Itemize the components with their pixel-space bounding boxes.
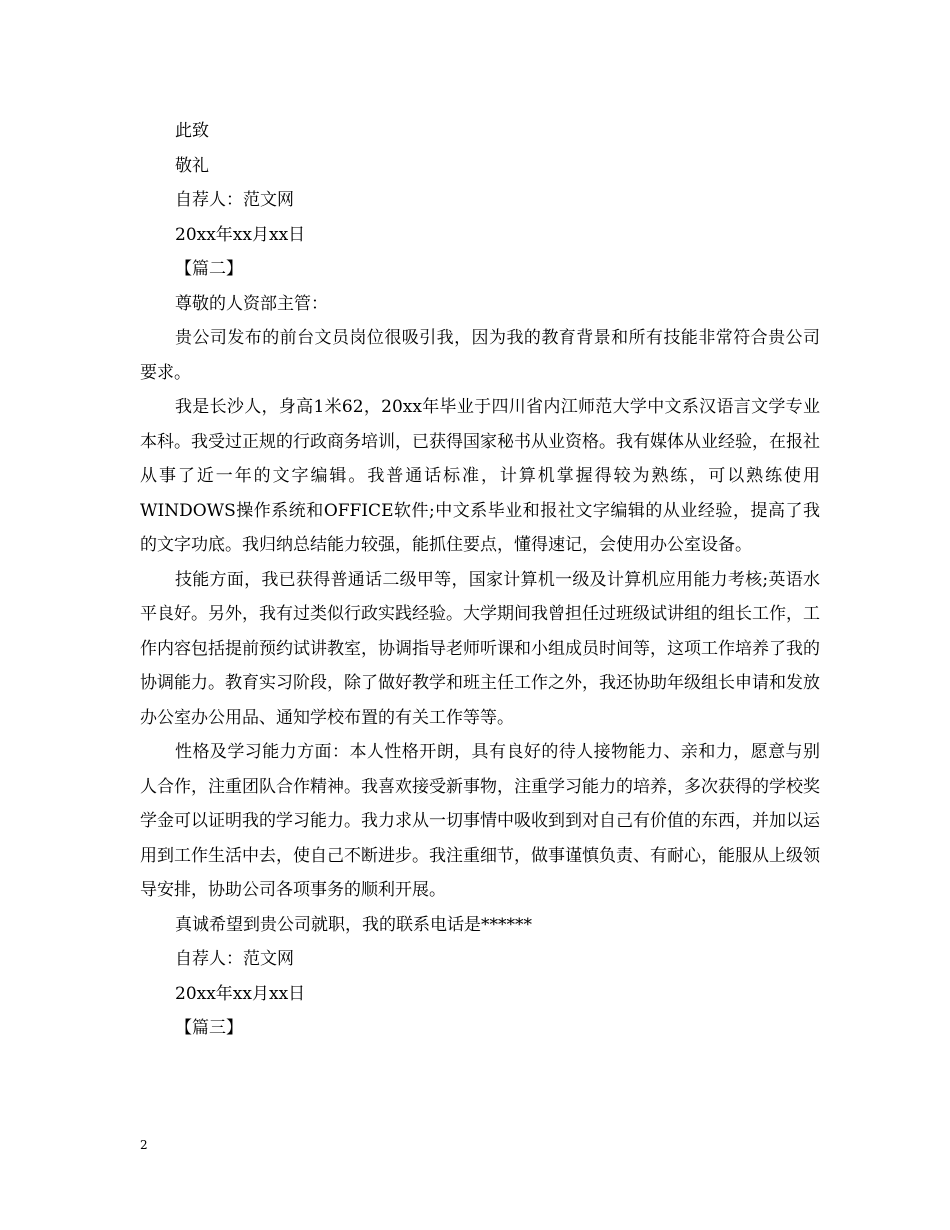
document-body <box>140 114 820 1046</box>
section-2-date: 20xx年xx月xx日 <box>175 983 306 1004</box>
closing-signer: 自荐人：范文网 <box>175 190 294 210</box>
section-2-paragraph-4: 性格及学习能力方面：本人性格开朗，具有良好的待人接物能力、亲和力，愿意与别人合作，注重团队合作精神。我喜欢接受新事物，注重学习能力的培养，多次获得的学校奖学金可以证明我的学习能力。我力求从一切事情中吸收到到对自己有价值的东西，并加以运用到工作生活中去，使自己不断进步。我注重细节，做事谨慎负责、有耐心，能服从上级领导安排，协助公司各项事务的顺利开展。 <box>140 742 820 900</box>
section-2-signer: 自荐人：范文网 <box>175 949 294 969</box>
section-2-paragraph-2: 我是长沙人，身高1米62，20xx年毕业于四川省内江师范大学中文系汉语言文学专业本科。我受过正规的行政商务培训，已获得国家秘书从业资格。我有媒体从业经验，在报社从事了近一年的文字编辑。我普通话标准，计算机掌握得较为熟练，可以熟练使用WINDOWS操作系统和OFFICE软件;中文系毕业和报社文字编辑的从业经验，提高了我的文字功底。我归纳总结能力较强，能抓住要点，懂得速记，会使用办公室设备。 <box>140 397 820 555</box>
page-number: 2 <box>140 1138 148 1152</box>
section-2-heading: 【篇二】 <box>175 259 243 279</box>
section-2-salutation: 尊敬的人资部主管： <box>175 293 328 314</box>
section-3-heading: 【篇三】 <box>175 1018 243 1038</box>
section-2-paragraph-5: 真诚希望到贵公司就职，我的联系电话是****** <box>175 914 532 935</box>
section-2-paragraph-3: 技能方面，我已获得普通话二级甲等，国家计算机一级及计算机应用能力考核;英语水平良好。另外，我有过类似行政实践经验。大学期间我曾担任过班级试讲组的组长工作，工作内容包括提前预约试讲教室，协调指导老师听课和小组成员时间等，这项工作培养了我的协调能力。教育实习阶段，除了做好教学和班主任工作之外，我还协助年级组长申请和发放办公室办公用品、通知学校布置的有关工作等等。 <box>140 569 820 728</box>
section-2-paragraph-1: 贵公司发布的前台文员岗位很吸引我，因为我的教育背景和所有技能非常符合贵公司要求。 <box>140 328 820 383</box>
closing-line-1: 此致 <box>175 121 209 141</box>
closing-line-2: 敬礼 <box>175 155 209 176</box>
closing-date: 20xx年xx月xx日 <box>175 224 306 245</box>
